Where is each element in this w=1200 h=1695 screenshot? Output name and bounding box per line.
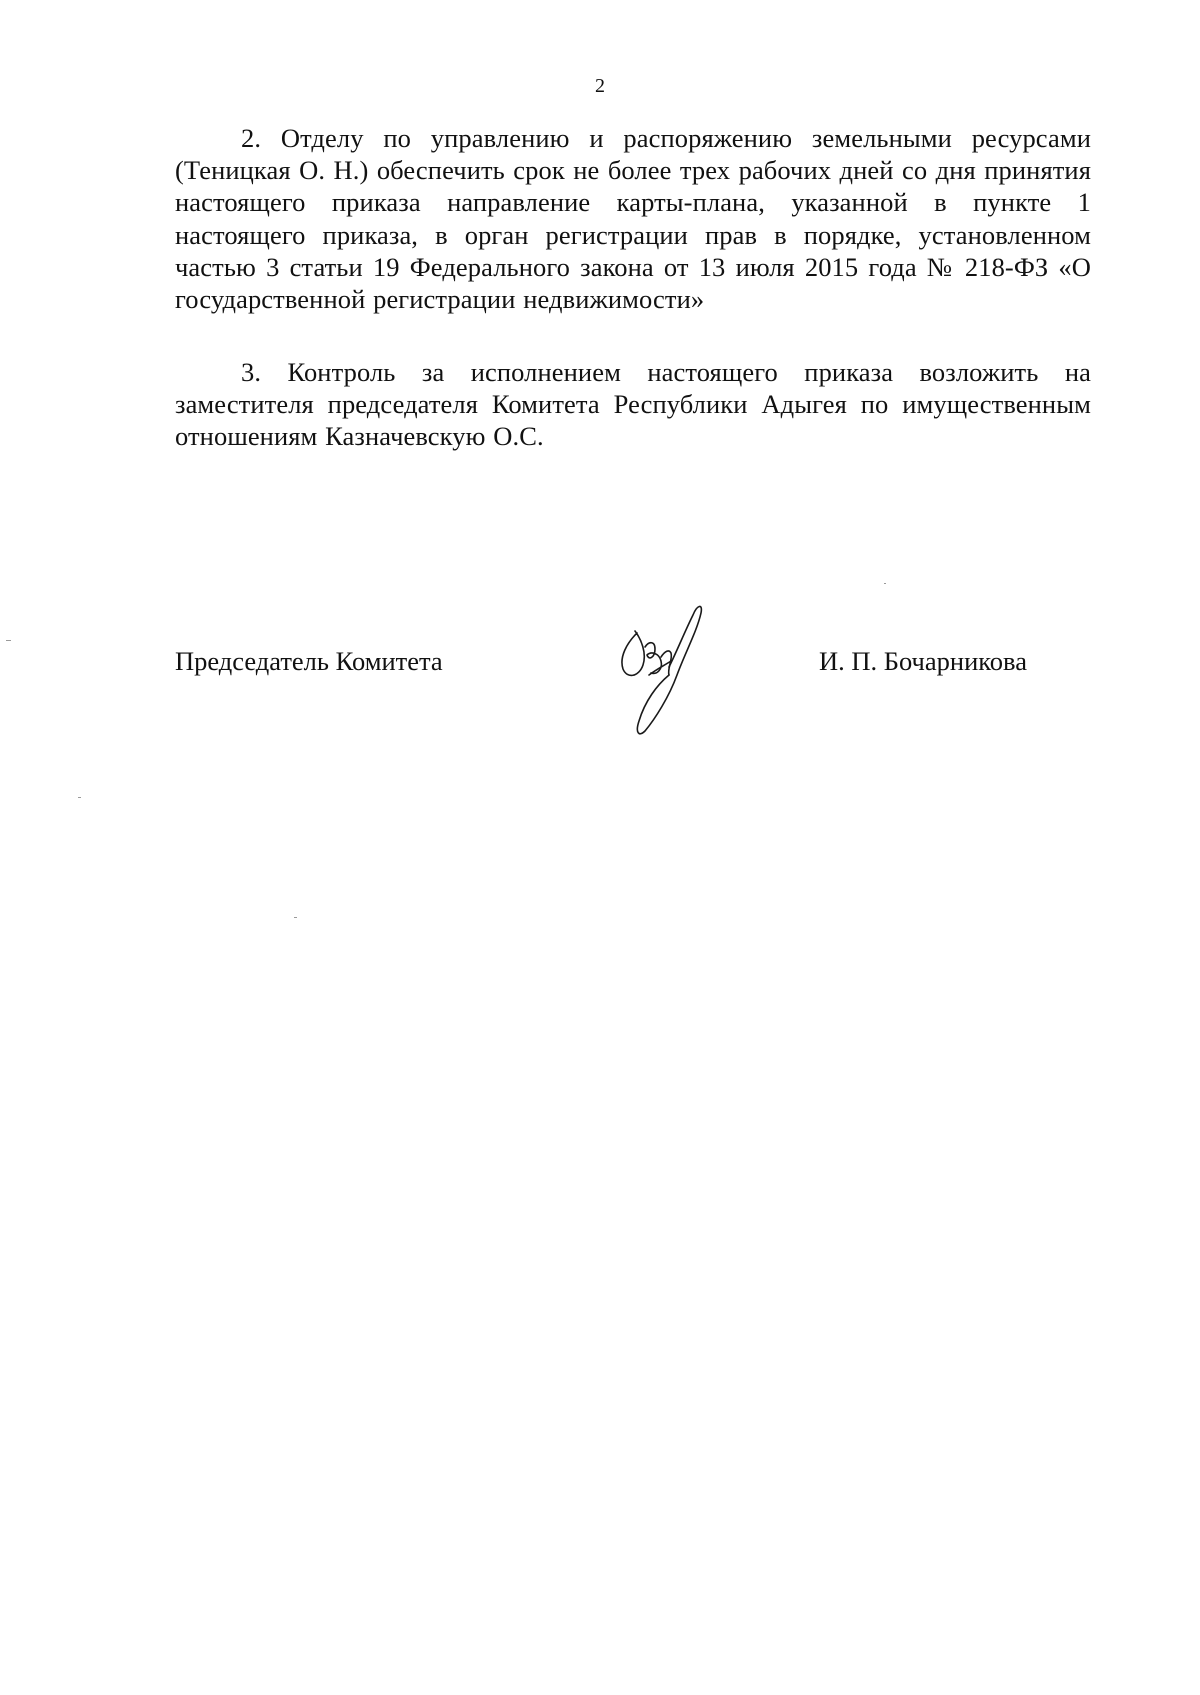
scan-speck — [294, 917, 297, 918]
paragraph-item-3: 3. Контроль за исполнением настоящего приказа возложить на заместителя председателя Комитета Республики Адыгея по имущественным отношениям Казначевскую О.С. — [175, 357, 1091, 452]
scan-speck — [78, 797, 81, 798]
scan-speck — [6, 640, 11, 641]
paragraph-item-2: 2. Отделу по управлению и распоряжению земельными ресурсами (Теницкая О. Н.) обеспечить срок не более трех рабочих дней со дня принятия настоящего приказа направление карты-плана, указанной в пункте 1 настоящего приказа, в орган регистрации прав в порядке, установленном частью 3 статьи 19 Федерального закона от 13 июля 2015 года № 218-ФЗ «О государственной регистрации недвижимости» — [175, 123, 1091, 315]
scan-speck — [884, 583, 886, 584]
page-number: 2 — [595, 75, 605, 97]
signatory-position: Председатель Комитета — [175, 646, 443, 676]
signatory-name: И. П. Бочарникова — [819, 646, 1027, 676]
handwritten-signature — [605, 595, 715, 740]
